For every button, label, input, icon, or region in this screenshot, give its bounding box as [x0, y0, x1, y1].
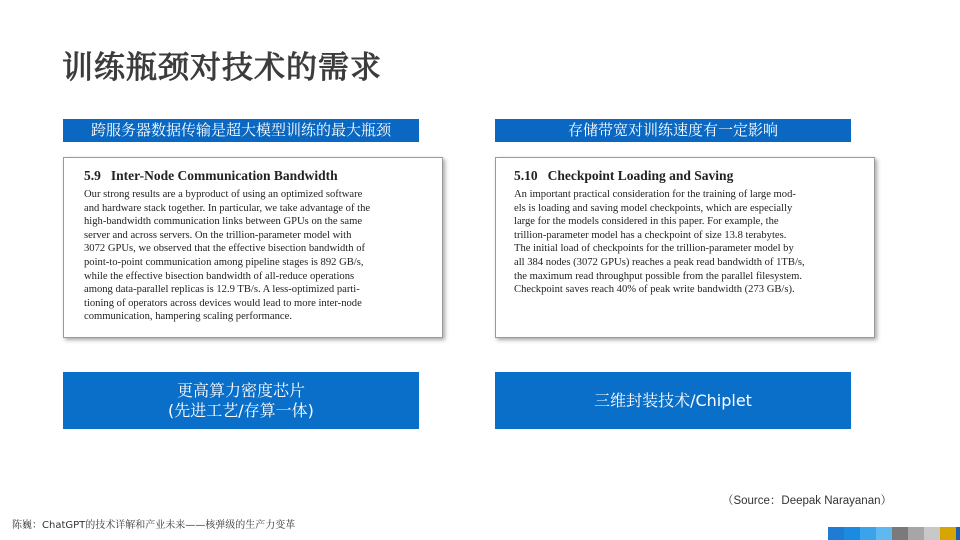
excerpt-line: among data-parallel replicas is 12.9 TB/s. A less-optimized parti- [84, 284, 360, 296]
strip-swatch [892, 527, 908, 540]
source-citation: （Source：Deepak Narayanan） [721, 495, 892, 507]
left-section-number: 5.9 [84, 168, 101, 183]
strip-swatch [924, 527, 940, 540]
excerpt-line: Our strong results are a byproduct of using an optimized software [84, 189, 363, 200]
strip-swatch [876, 527, 892, 540]
left-solution-line2: (先进工艺/存算一体) [168, 400, 314, 420]
strip-swatch [908, 527, 924, 540]
right-section-title: Checkpoint Loading and Saving [547, 168, 734, 183]
right-solution-box [495, 372, 851, 429]
excerpt-line: server and across servers. On the trillion-parameter model with [84, 229, 352, 241]
slide-title: 训练瓶颈对技术的需求 [62, 50, 382, 86]
right-section-heading [514, 168, 864, 184]
strip-swatch [940, 527, 956, 540]
excerpt-line: point-to-point communication among pipeline stages is 892 GB/s, [84, 256, 364, 268]
decorative-color-strip [828, 527, 960, 540]
excerpt-line: communication, hampering scaling performance. [84, 311, 292, 323]
left-section-title: Inter-Node Communication Bandwidth [110, 168, 338, 183]
right-section-number: 5.10 [514, 168, 538, 183]
excerpt-line: The initial load of checkpoints for the trillion-parameter model by [514, 243, 794, 255]
left-solution-box [63, 372, 419, 429]
strip-swatch [956, 527, 960, 540]
excerpt-line: Checkpoint saves reach 40% of peak write bandwidth (273 GB/s). [514, 284, 795, 296]
footer-caption: 陈巍：ChatGPT的技术详解和产业未来——核弹级的生产力变革 [12, 520, 296, 531]
strip-swatch [844, 527, 860, 540]
left-paper-excerpt [63, 157, 443, 338]
strip-swatch [860, 527, 876, 540]
excerpt-line: high-bandwidth communication links between GPUs on the same [84, 216, 363, 228]
right-paper-excerpt [495, 157, 875, 338]
excerpt-line: the maximum read throughput possible from the parallel filesystem. [514, 270, 803, 282]
excerpt-line: large for the models considered in this paper. For example, the [514, 216, 779, 228]
left-solution-line1: 更高算力密度芯片 [176, 380, 305, 400]
excerpt-line: and hardware stack together. In particular, we take advantage of the [84, 202, 371, 214]
left-section-heading [84, 168, 432, 184]
excerpt-line: els is loading and saving model checkpoints, which are especially [514, 202, 793, 214]
right-solution-line1: 三维封装技术/Chiplet [594, 390, 752, 410]
excerpt-line: all 384 nodes (3072 GPUs) reaches a peak read bandwidth of 1TB/s, [514, 256, 805, 268]
excerpt-line: while the effective bisection bandwidth of all-reduce operations [84, 270, 355, 282]
excerpt-line: tioning of operators across devices would lead to more inter-node [84, 297, 362, 309]
excerpt-line: 3072 GPUs, we observed that the effective bisection bandwidth of [84, 243, 366, 255]
excerpt-line: An important practical consideration for the training of large mod- [514, 189, 796, 200]
left-header-bar: 跨服务器数据传输是超大模型训练的最大瓶颈 [63, 119, 419, 142]
excerpt-line: trillion-parameter model has a checkpoint of size 13.8 terabytes. [514, 229, 787, 241]
strip-swatch [828, 527, 844, 540]
right-header-bar: 存储带宽对训练速度有一定影响 [495, 119, 851, 142]
